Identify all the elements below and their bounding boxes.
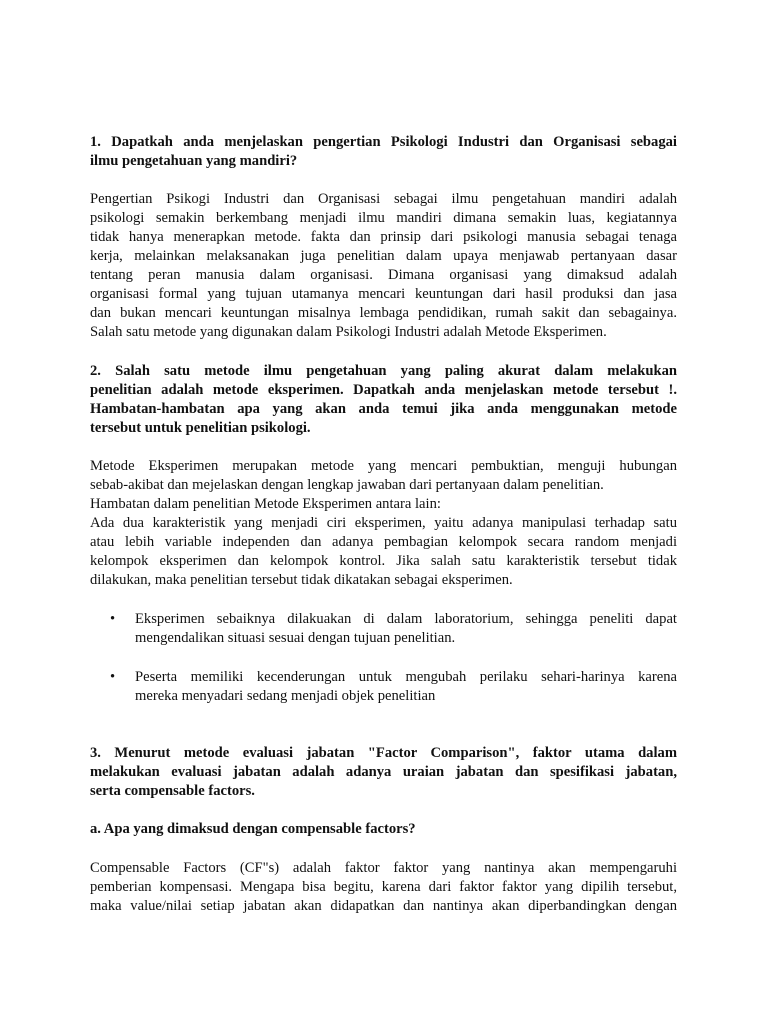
answer-1 [90, 190, 677, 342]
answer-3a-line: maka value/nilai setiap jabatan akan didapatkan dan nantinya akan diperbandingkan dengan [90, 898, 677, 914]
question-3a [90, 820, 677, 839]
list-item-line: mereka menyadari sedang menjadi objek penelitian [135, 688, 436, 704]
list-item [90, 668, 677, 706]
answer-1-line: tidak hanya menerapkan metode. fakta dan prinsip dari psikologi manusia sebagai tenaga [90, 229, 677, 245]
obstacle-list [90, 610, 677, 706]
question-2-line: tersebut untuk penelitian psikologi. [90, 420, 311, 436]
answer-3a-line: Compensable Factors (CF"s) adalah faktor faktor yang nantinya akan mempengaruhi [90, 860, 677, 876]
answer-3a-line: pemberian kompensasi. Mengapa bisa begitu, karena dari faktor faktor yang dipilih tersebut, [90, 879, 677, 895]
question-3-line: melakukan evaluasi jabatan adalah adanya uraian jabatan dan spesifikasi jabatan, [90, 764, 677, 780]
answer-1-line: organisasi formal yang tujuan utamanya mencari keuntungan dari hasil produksi dan jasa [90, 286, 677, 302]
answer-1-line: tentang peran manusia dalam organisasi. Dimana organisasi yang dimaksud adalah [90, 267, 677, 283]
question-1-line: ilmu pengetahuan yang mandiri? [90, 153, 298, 169]
answer-2-line: Metode Eksperimen merupakan metode yang mencari pembuktian, menguji hubungan [90, 458, 677, 474]
answer-1-line: Pengertian Psikogi Industri dan Organisasi sebagai ilmu pengetahuan mandiri adalah [90, 191, 677, 207]
answer-3a [90, 859, 677, 916]
question-3 [90, 744, 677, 801]
question-1-line: 1. Dapatkah anda menjelaskan pengertian Psikologi Industri dan Organisasi sebagai [90, 134, 677, 150]
list-item-line: Peserta memiliki kecenderungan untuk mengubah perilaku sehari-harinya karena [135, 669, 677, 685]
answer-2-line: kelompok eksperimen dan kelompok kontrol. Jika salah satu karakteristik tersebut tidak [90, 553, 677, 569]
bullet-icon: • [110, 669, 116, 685]
question-2-line: penelitian adalah metode eksperimen. Dapatkah anda menjelaskan metode tersebut !. [90, 382, 677, 398]
question-2-line: Hambatan-hambatan apa yang akan anda temui jika anda menggunakan metode [90, 401, 677, 417]
document-page [90, 133, 677, 916]
answer-2 [90, 457, 677, 590]
question-1 [90, 133, 677, 171]
question-2-line: 2. Salah satu metode ilmu pengetahuan yang paling akurat dalam melakukan [90, 363, 677, 379]
answer-2-line: Hambatan dalam penelitian Metode Eksperimen antara lain: [90, 496, 441, 512]
question-3-line: 3. Menurut metode evaluasi jabatan "Factor Comparison", faktor utama dalam [90, 745, 677, 761]
question-3a-line: a. Apa yang dimaksud dengan compensable factors? [90, 821, 416, 837]
list-item-line: Eksperimen sebaiknya dilakuakan di dalam laboratorium, sehingga peneliti dapat [135, 611, 677, 627]
answer-2-line: dilakukan, maka penelitian tersebut tidak dikatakan sebagai eksperimen. [90, 572, 513, 588]
list-item-line: mengendalikan situasi sesuai dengan tujuan penelitian. [135, 630, 456, 646]
answer-2-line: sebab-akibat dan mejelaskan dengan lengkap jawaban dari pertanyaan dalam penelitian. [90, 477, 604, 493]
answer-1-line: Salah satu metode yang digunakan dalam Psikologi Industri adalah Metode Eksperimen. [90, 324, 607, 340]
bullet-icon: • [110, 611, 116, 627]
answer-1-line: psikologi semakin berkembang menjadi ilmu mandiri dimana semakin luas, kegiatannya [90, 210, 677, 226]
answer-2-line: atau lebih variable independen dan adanya pembagian kelompok secara random menjadi [90, 534, 677, 550]
question-3-line: serta compensable factors. [90, 783, 255, 799]
answer-2-line: Ada dua karakteristik yang menjadi ciri eksperimen, yaitu adanya manipulasi terhadap satu [90, 515, 677, 531]
question-2 [90, 362, 677, 438]
answer-1-line: kerja, melainkan melaksanakan juga penelitian dalam upaya menjawab pertanyaan dasar [90, 248, 677, 264]
answer-1-line: dan bukan mencari keuntungan misalnya lembaga pendidikan, rumah sakit dan sebagainya. [90, 305, 677, 321]
list-item [90, 610, 677, 648]
